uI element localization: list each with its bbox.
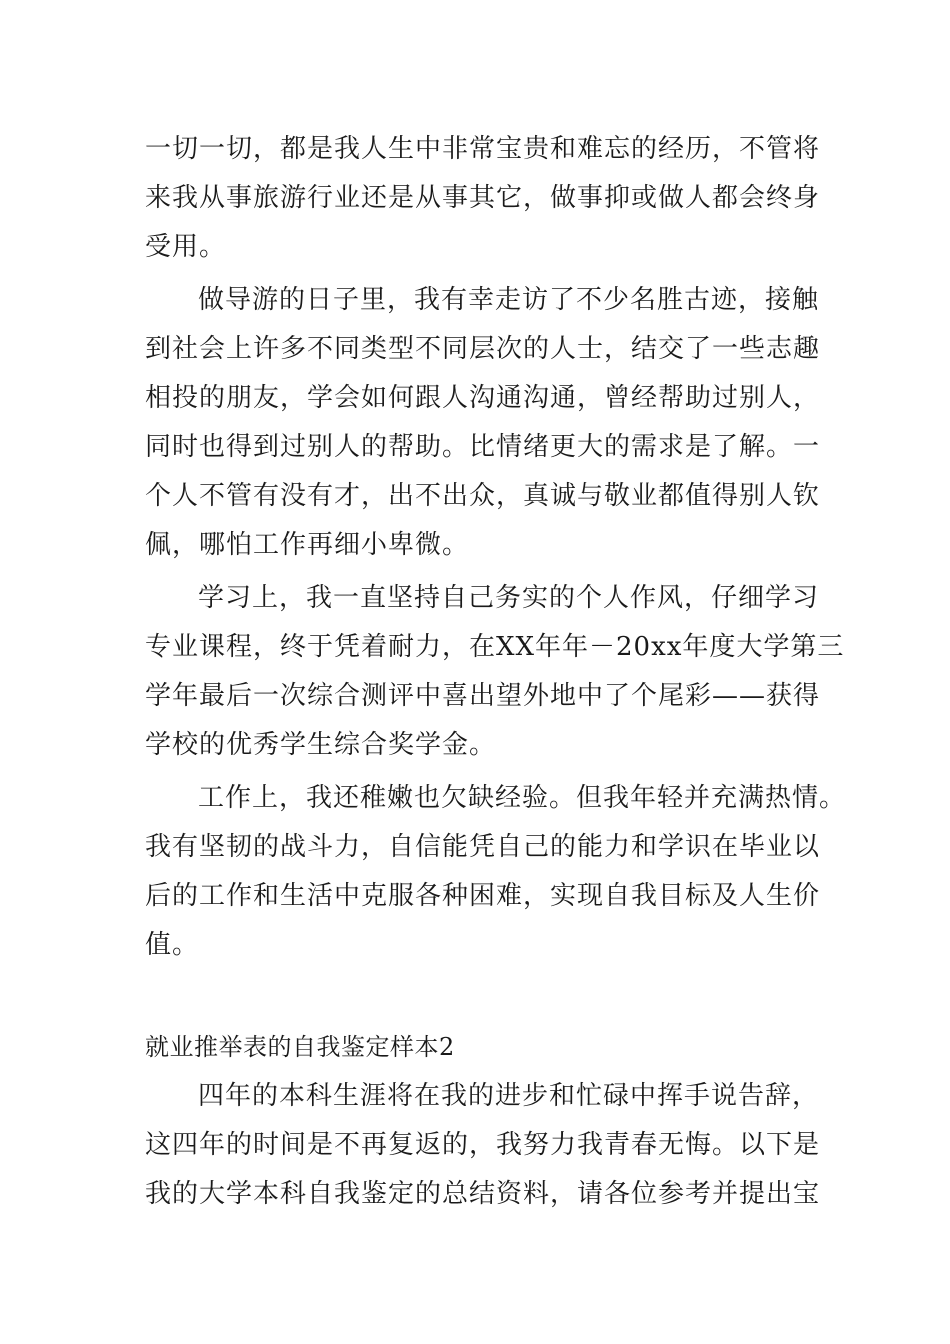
- paragraph-4-line: 后的工作和生活中克服各种困难，实现自我目标及人生价: [145, 881, 821, 911]
- paragraph-5-line: 我的大学本科自我鉴定的总结资料，请各位参考并提出宝: [145, 1179, 821, 1209]
- paragraph-4-line: 我有坚韧的战斗力，自信能凭自己的能力和学识在毕业以: [145, 832, 821, 862]
- paragraph-5-line: 这四年的时间是不再复返的，我努力我青春无悔。以下是: [145, 1130, 821, 1160]
- paragraph-2-line: 做导游的日子里，我有幸走访了不少名胜古迹，接触: [198, 285, 820, 315]
- section-heading: 就业推举表的自我鉴定样本2: [145, 1033, 455, 1061]
- paragraph-2-line: 个人不管有没有才，出不出众，真诚与敬业都值得别人钦: [145, 481, 821, 511]
- paragraph-4-line: 工作上，我还稚嫩也欠缺经验。但我年轻并充满热情。: [198, 783, 847, 813]
- paragraph-2-line: 佩，哪怕工作再细小卑微。: [145, 530, 470, 560]
- paragraph-1-line: 一切一切，都是我人生中非常宝贵和难忘的经历，不管将: [145, 134, 821, 164]
- paragraph-2-line: 相投的朋友，学会如何跟人沟通沟通，曾经帮助过别人，: [145, 383, 821, 413]
- paragraph-4-line: 值。: [145, 930, 200, 960]
- paragraph-2-line: 同时也得到过别人的帮助。比情绪更大的需求是了解。一: [145, 432, 821, 462]
- paragraph-3-line: 学校的优秀学生综合奖学金。: [145, 730, 497, 760]
- paragraph-2-line: 到社会上许多不同类型不同层次的人士，结交了一些志趣: [145, 334, 821, 364]
- paragraph-1-line: 受用。: [145, 232, 227, 262]
- paragraph-5-line: 四年的本科生涯将在我的进步和忙碌中挥手说告辞，: [198, 1081, 820, 1111]
- paragraph-3-line: 专业课程，终于凭着耐力，在XX年年－20xx年度大学第三: [145, 632, 845, 662]
- paragraph-1-line: 来我从事旅游行业还是从事其它，做事抑或做人都会终身: [145, 183, 821, 213]
- paragraph-3-line: 学年最后一次综合测评中喜出望外地中了个尾彩——获得: [145, 681, 821, 711]
- paragraph-3-line: 学习上，我一直坚持自己务实的个人作风，仔细学习: [198, 583, 820, 613]
